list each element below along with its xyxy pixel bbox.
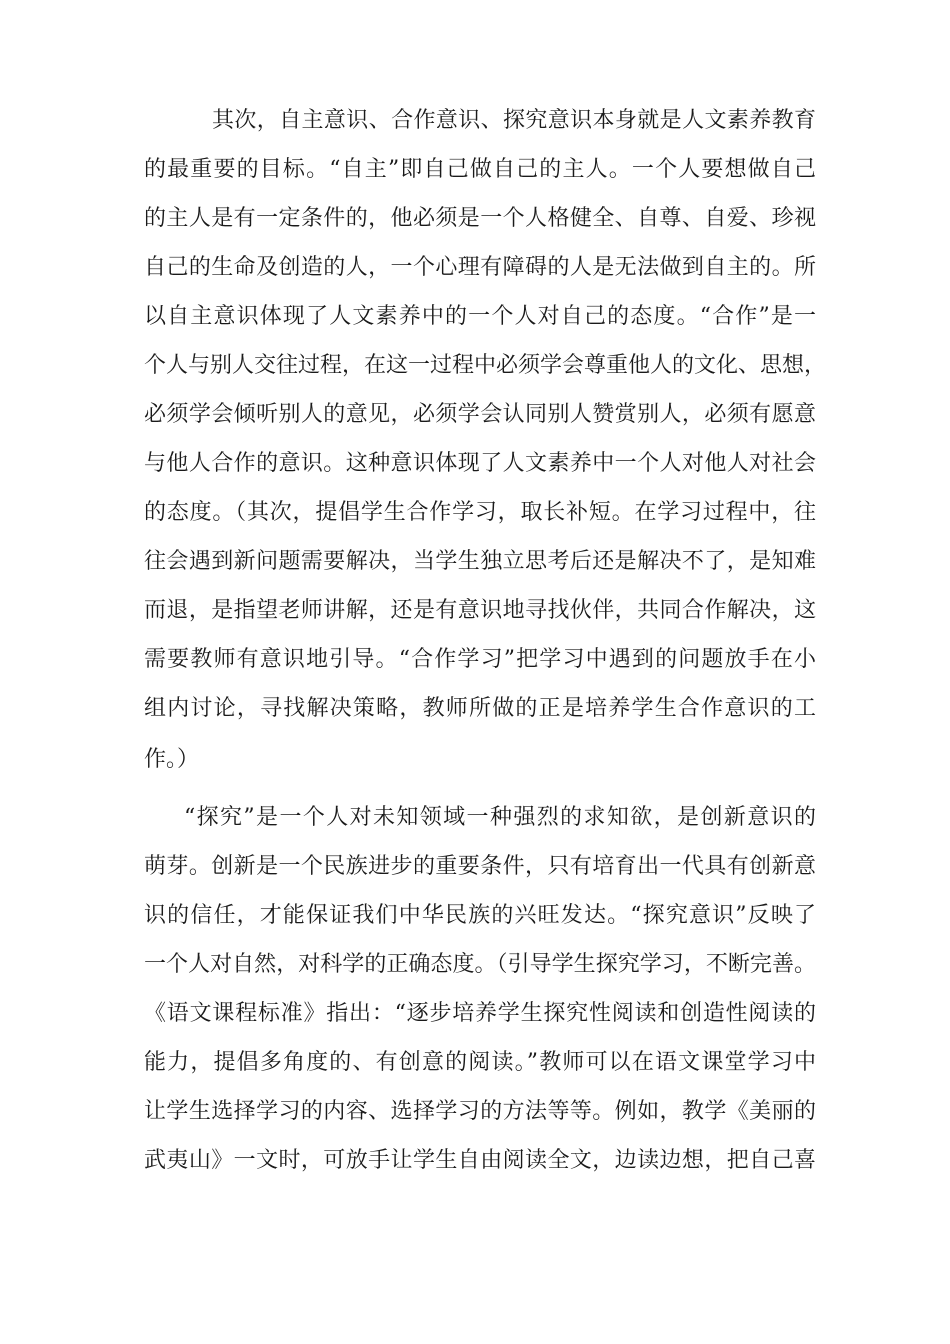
text-line: 而退，是指望老师讲解，还是有意识地寻找伙伴，共同合作解决，这 xyxy=(144,598,816,623)
text-line: 其次，自主意识、合作意识、探究意识本身就是人文素养教育 xyxy=(212,108,816,133)
text-line: 一个人对自然，对科学的正确态度。（引导学生探究学习，不断完善。 xyxy=(144,952,816,977)
text-line: 往会遇到新问题需要解决，当学生独立思考后还是解决不了，是知难 xyxy=(144,549,816,574)
text-line: 识的信任，才能保证我们中华民族的兴旺发达。“探究意识”反映了 xyxy=(144,903,816,928)
text-line: 需要教师有意识地引导。“合作学习”把学习中遇到的问题放手在小 xyxy=(144,647,816,672)
text-line: 的主人是有一定条件的，他必须是一个人格健全、自尊、自爱、珍视 xyxy=(144,206,816,231)
text-line: 的态度。（其次，提倡学生合作学习，取长补短。在学习过程中，往 xyxy=(144,500,816,525)
text-line: 能力，提倡多角度的、有创意的阅读。”教师可以在语文课堂学习中 xyxy=(144,1050,816,1075)
text-line: 让学生选择学习的内容、选择学习的方法等等。例如，教学《美丽的 xyxy=(144,1099,816,1124)
text-line: 作。） xyxy=(144,747,200,772)
text-line: 的最重要的目标。“自主”即自己做自己的主人。一个人要想做自己 xyxy=(144,157,816,182)
text-line: 自己的生命及创造的人，一个心理有障碍的人是无法做到自主的。所 xyxy=(144,255,816,280)
text-line: 《语文课程标准》指出：“逐步培养学生探究性阅读和创造性阅读的 xyxy=(144,1001,816,1026)
text-line: 必须学会倾听别人的意见，必须学会认同别人赞赏别人，必须有愿意 xyxy=(144,402,816,427)
text-line: 武夷山》一文时，可放手让学生自由阅读全文，边读边想，把自己喜 xyxy=(144,1148,816,1173)
text-line: 与他人合作的意识。这种意识体现了人文素养中一个人对他人对社会 xyxy=(144,451,816,476)
text-line: 以自主意识体现了人文素养中的一个人对自己的态度。“合作”是一 xyxy=(144,304,816,329)
text-line: 个人与别人交往过程，在这一过程中必须学会尊重他人的文化、思想， xyxy=(144,353,827,378)
text-line: “探究”是一个人对未知领域一种强烈的求知欲，是创新意识的 xyxy=(184,805,816,830)
text-line: 萌芽。创新是一个民族进步的重要条件，只有培育出一代具有创新意 xyxy=(144,854,816,879)
text-line: 组内讨论，寻找解决策略，教师所做的正是培养学生合作意识的工 xyxy=(144,696,816,721)
